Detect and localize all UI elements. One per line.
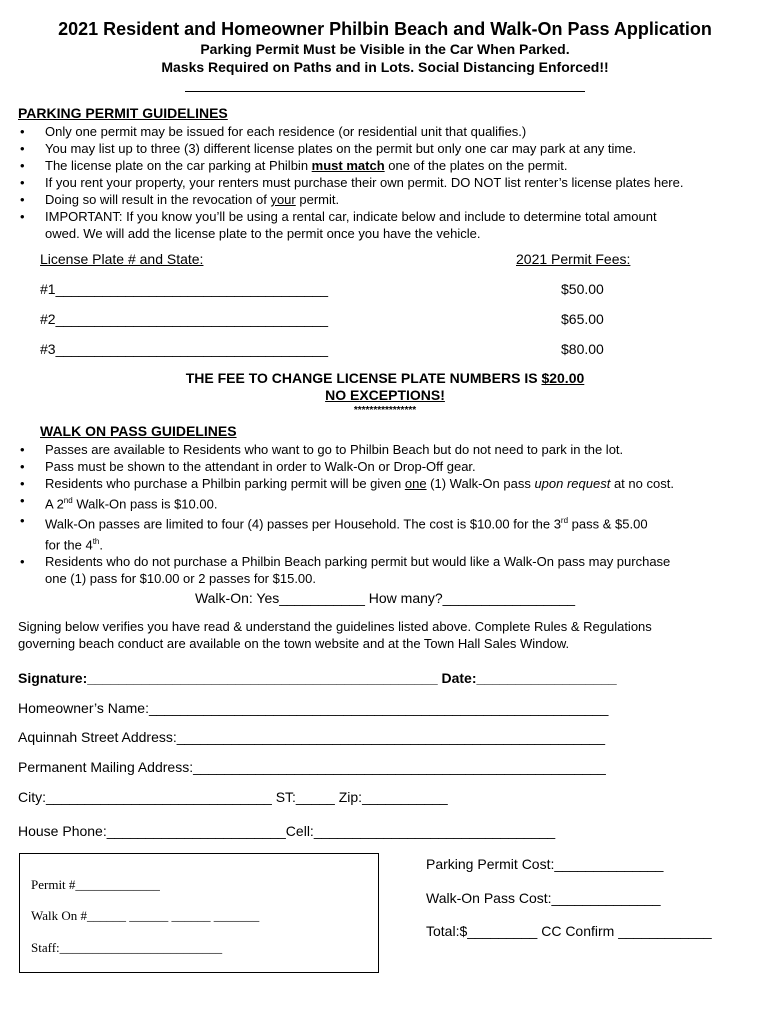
phone-cell-field[interactable]: House Phone:_______________________Cell:_______________________________	[18, 823, 556, 839]
stars-divider: ****************	[353, 405, 417, 416]
walkon-request-field[interactable]: Walk-On: Yes___________ How many?_________________	[194, 590, 576, 606]
verification-text: Signing below verifies you have read & understand the guidelines listed above. Complete Rules & Regulations governing beach conduct are available on the town website and at the Town Hall Sales Window.	[18, 619, 652, 651]
permit-fees-header: 2021 Permit Fees:	[516, 251, 631, 267]
license-plate-field-1[interactable]: #1___________________________________	[40, 281, 329, 297]
list-item: • You may list up to three (3) different license plates on the permit but only one car may park at any time.	[0, 140, 683, 157]
street-address-field[interactable]: Aquinnah Street Address:_______________________________________________________	[18, 729, 606, 745]
list-item: • Only one permit may be issued for each residence (or residential unit that qualifies.)	[0, 123, 683, 140]
list-item: • Residents who do not purchase a Philbin Beach parking permit but would like a Walk-On pass may purchase one (1) pass for $10.00 or 2 passes for $15.00.	[0, 553, 674, 587]
staff-use-box	[19, 853, 379, 973]
total-cc-confirm-field[interactable]: Total:$_________ CC Confirm ____________	[426, 923, 712, 939]
list-item: • Passes are available to Residents who want to go to Philbin Beach but do not need to park in the lot.	[0, 441, 674, 458]
permit-fee-2: $65.00	[561, 311, 604, 327]
list-item: • Doing so will result in the revocation of your permit.	[0, 191, 683, 208]
form-subtitle-parking: Parking Permit Must be Visible in the Car When Parked.	[200, 41, 570, 57]
list-item: • Walk-On passes are limited to four (4) passes per Household. The cost is $10.00 for the 3rd pass & $5.00 for the 4th.	[0, 512, 674, 553]
mailing-address-field[interactable]: Permanent Mailing Address:_____________________________________________________	[18, 759, 606, 775]
walkon-pass-cost-field[interactable]: Walk-On Pass Cost:______________	[426, 890, 661, 906]
license-plate-header: License Plate # and State:	[40, 251, 204, 267]
staff-field[interactable]: Staff:_________________________	[31, 940, 223, 955]
license-plate-field-3[interactable]: #3___________________________________	[40, 341, 329, 357]
parking-guidelines-heading: PARKING PERMIT GUIDELINES	[18, 105, 228, 121]
permit-number-field[interactable]: Permit #_____________	[31, 877, 160, 892]
city-state-zip-field[interactable]: City:_____________________________ ST:_____ Zip:___________	[18, 789, 448, 805]
list-item: • A 2nd Walk-On pass is $10.00.	[0, 492, 674, 512]
form-title: 2021 Resident and Homeowner Philbin Beach and Walk-On Pass Application	[58, 19, 712, 39]
permit-fee-1: $50.00	[561, 281, 604, 297]
parking-guidelines-list	[0, 123, 683, 242]
permit-fee-3: $80.00	[561, 341, 604, 357]
walkon-number-field[interactable]: Walk On #______ ______ ______ _______	[31, 908, 260, 923]
homeowner-name-field[interactable]: Homeowner’s Name:___________________________________________________________	[18, 700, 609, 716]
header-divider	[185, 91, 585, 92]
list-item: • IMPORTANT: If you know you’ll be using a rental car, indicate below and include to determine total amount owed. We will add the license plate to the permit once you have the vehicle.	[0, 208, 683, 242]
walkon-guidelines-list	[0, 441, 674, 587]
list-item: • Pass must be shown to the attendant in order to Walk-On or Drop-Off gear.	[0, 458, 674, 475]
form-subtitle-masks: Masks Required on Paths and in Lots. Social Distancing Enforced!!	[161, 59, 609, 75]
walkon-guidelines-heading: WALK ON PASS GUIDELINES	[40, 423, 237, 439]
signature-date-field[interactable]: Signature:_____________________________________________ Date:__________________	[18, 670, 617, 686]
list-item: • If you rent your property, your renters must purchase their own permit. DO NOT list renter’s license plates here.	[0, 174, 683, 191]
list-item: • The license plate on the car parking at Philbin must match one of the plates on the permit.	[0, 157, 683, 174]
parking-permit-cost-field[interactable]: Parking Permit Cost:______________	[426, 856, 664, 872]
list-item: • Residents who purchase a Philbin parking permit will be given one (1) Walk-On pass upon request at no cost.	[0, 475, 674, 492]
change-fee-notice: THE FEE TO CHANGE LICENSE PLATE NUMBERS IS $20.00	[185, 370, 585, 386]
license-plate-field-2[interactable]: #2___________________________________	[40, 311, 329, 327]
no-exceptions-notice: NO EXCEPTIONS!	[325, 387, 445, 403]
